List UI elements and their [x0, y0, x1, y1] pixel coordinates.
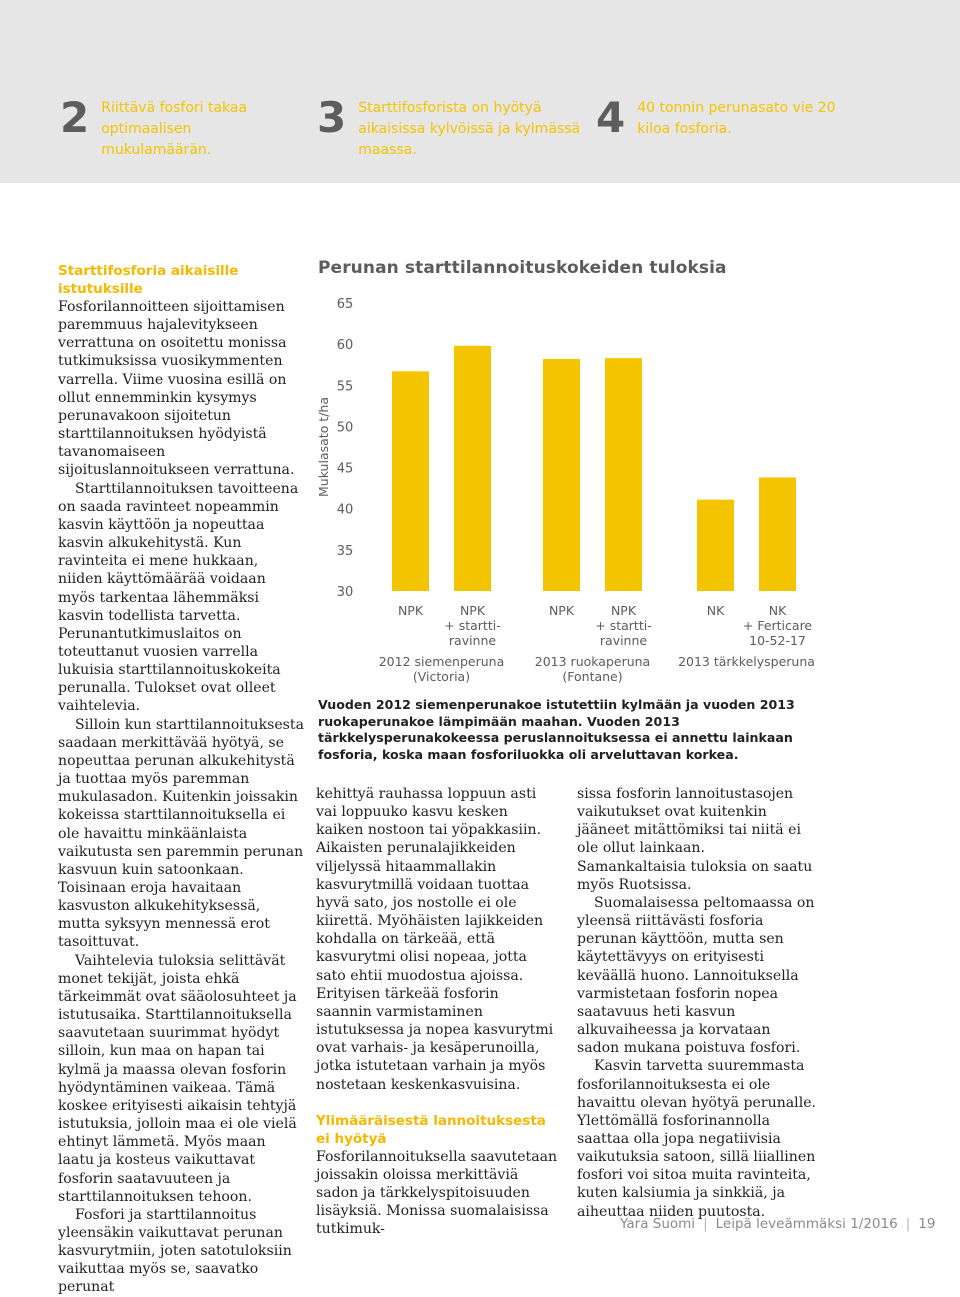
footer-issue: Leipä leveämmäksi 1/2016: [715, 1216, 898, 1232]
paragraph: sissa fosforin lannoitustasojen vaikutukset ovat kuitenkin jääneet mitättömiksi tai niitä ei ole ollut lainkaan. Samankaltaisia tuloksia on saatu myös Ruotsissa.: [577, 786, 813, 893]
article-column-3: [577, 785, 817, 1221]
group-sublabel: (Fontane): [562, 669, 623, 684]
chart-caption: Vuoden 2012 siemenperunakoe istutettiin kylmään ja vuoden 2013 ruokaperunakoe lämpimään maahan. Vuoden 2013 tärkkelysperunakokeessa peruslannoituksessa ei annettu lainkaan fosforia, koska maan fosforiluokka oli arveluttavan korkea.: [318, 697, 795, 762]
y-tick-label: 60: [336, 338, 354, 354]
bar-label: + startti-: [595, 618, 652, 633]
paragraph: Suomalaisessa peltomaassa on yleensä riittävästi fosforia perunan käyttöön, mutta sen käytettävyys on erityisesti keväällä huono. Lannoituksella varmistetaan fosforin nopea saatavuus heti kasvun alkuvaiheessa ja korvataan sadon mukana poistuva fosfori.: [577, 894, 815, 1057]
y-tick-label: 45: [336, 461, 354, 477]
group-label: 2013 tärkkelysperuna: [678, 654, 815, 669]
paragraph: Starttilannoituksen tavoitteena on saada ravinteet nopeammin kasvin käyttöön ja nopeuttaa kasvin alkukehitystä. Kun ravinteita ei mene hukkaan, niiden käyttömäärää voidaan myös tarkentaa lähemmäksi kasvin todellista tarvetta. Perunantutkimuslaitos on toteuttanut vuosien varrella lukuisia starttilannoituskokeita perunalla. Tulokset ovat olleet vaihtelevia.: [58, 480, 299, 715]
footer-page-number: 19: [918, 1216, 936, 1232]
bar: [697, 500, 734, 591]
bar-label: NK: [706, 603, 725, 618]
paragraph: kehittyä rauhassa loppuun asti vai loppuuko kasvu kesken kaiken nostoon tai yöpakkasiin. Aikaisten perunalajikkeiden viljelyssä hitaammallakin kasvurytmillä voidaan tuottaa hyvä sato, jos nostolle ei ole kiirettä. Myöhäisten lajikkeiden kohdalla on tärkeää, että kasvurytmi olisi nopeaa, jotta sato ehtii muodostua ajoissa. Erityisen tärkeää fosforin saannin varmistaminen istutuksessa ja nopea kasvurytmi ovat varhais- ja kesäperunoilla, jotka istutetaan varhain ja myös nostetaan keskenkasvuisina.: [316, 786, 554, 1093]
bar: [759, 477, 796, 591]
y-tick-label: 55: [336, 379, 354, 395]
y-tick-label: 40: [336, 502, 354, 518]
y-tick-label: 65: [336, 297, 354, 312]
chart-title: Perunan starttilannoituskokeiden tuloksia: [318, 258, 727, 278]
paragraph: Fosforilannoitteen sijoittamisen paremmuus hajalevitykseen verrattuna on osoitettu monissa tutkimuksissa vuosikymmenten varrella. Viime vuosina esillä on ollut ennemminkin kysymys perunavakoon sijoitetun starttilannoituksen hyödyistä tavanomaiseen sijoituslannoitukseen verrattuna.: [58, 299, 295, 479]
article-column-2: [316, 785, 558, 1238]
bar: [543, 359, 580, 591]
paragraph: Kasvin tarvetta suuremmasta fosforilannoituksesta ei ole havaittu olevan hyötyä perunalle. Ylettömällä fosforinannolla saattaa olla jopa negatiivisia vaikutuksia satoon, sillä liiallinen fosfori voi sitoa muita ravinteita, kuten kalsiumia ja sinkkiä, ja aiheuttaa niiden puutosta.: [577, 1058, 817, 1220]
fact-number: 3: [317, 93, 347, 142]
bar-label: ravinne: [448, 633, 497, 648]
fact-2: [60, 93, 281, 161]
fact-text: Starttifosforista on hyötyä aikaisissa kylvöissä ja kylmässä maassa.: [358, 100, 581, 158]
fact-text: 40 tonnin perunasato vie 20 kiloa fosforia.: [637, 100, 836, 137]
section-heading: Starttifosforia aikaisille istutuksille: [58, 263, 239, 297]
footer-separator: |: [905, 1216, 911, 1232]
bar-label: ravinne: [599, 633, 648, 648]
paragraph: Fosfori ja starttilannoitus yleensäkin vaikuttavat perunan kasvurytmiin, joten satotuloksiin vaikuttaa myös se, saavatko perunat: [58, 1206, 292, 1296]
facts-band: [0, 0, 960, 183]
article-column-1: [58, 262, 304, 1297]
footer-separator: |: [703, 1216, 708, 1232]
fact-text: Riittävä fosfori takaa optimaalisen mukulamäärän.: [101, 100, 248, 158]
bar: [605, 358, 642, 591]
paragraph: Vaihtelevia tuloksia selittävät monet tekijät, joista ehkä tärkeimmät ovat sääolosuhteet ja istutusaika. Starttilannoituksella saavutetaan suurimmat hyödyt silloin, kun maa on hapan tai kylmä ja maassa olevan fosforin hyödyntäminen vaikeaa. Tämä koskee erityisesti aikaisin tehtyjä istutuksia, jolloin maa ei ole vielä ehtinyt lämmetä. Myös maan laatu ja kosteus vaikuttavat fosforin saatavuuteen ja starttilannoituksen tehoon.: [58, 952, 297, 1205]
y-axis-label: Mukulasato t/ha: [316, 396, 331, 498]
group-label: 2013 ruokaperuna: [534, 654, 651, 669]
group-sublabel: (Victoria): [412, 669, 471, 684]
bar: [392, 371, 429, 591]
y-tick-label: 50: [336, 420, 354, 436]
bar-label: NPK: [397, 603, 424, 618]
y-tick-label: 30: [336, 585, 354, 600]
fact-3: [317, 93, 581, 161]
paragraph: Silloin kun starttilannoituksesta saadaan merkittävää hyötyä, se nopeuttaa perunan alkukehitystä ja tuottaa myös paremman mukulasadon. Kuitenkin joissakin kokeissa starttilannoituksella ei ole havaittu minkäänlaista vaikutusta sen paremmin perunan kasvuun kuin satoonkaan. Toisinaan eroja havaitaan kasvuston alkukehityksessä, mutta syksyyn mennessä erot tasoittuvat.: [58, 716, 304, 951]
fact-4: [596, 93, 837, 142]
section-heading: Ylimääräisestä lannoituksesta ei hyötyä: [316, 1112, 546, 1147]
bar: [454, 346, 491, 591]
bar-label: NPK: [610, 603, 637, 618]
footer-publication: Yara Suomi: [620, 1216, 696, 1232]
y-tick-label: 35: [336, 543, 354, 559]
bar-label: 10-52-17: [749, 633, 806, 648]
fact-number: 2: [60, 93, 90, 142]
bar-label: NPK: [459, 603, 486, 618]
paragraph: Fosforilannoituksella saavutetaan joissakin oloissa merkittäviä sadon ja tärkkelyspitoisuuden lisäyksiä. Monissa suomalaisissa tutkimuk-: [316, 1148, 558, 1238]
group-label: 2012 siemenperuna: [378, 654, 505, 669]
page-footer: [620, 1216, 935, 1232]
bar-chart: [300, 285, 830, 705]
bar-label: + startti-: [444, 618, 501, 633]
bar-label: NK: [768, 603, 787, 618]
fact-number: 4: [596, 93, 626, 142]
bar-label: + Ferticare: [742, 618, 813, 633]
bar-label: NPK: [548, 603, 575, 618]
